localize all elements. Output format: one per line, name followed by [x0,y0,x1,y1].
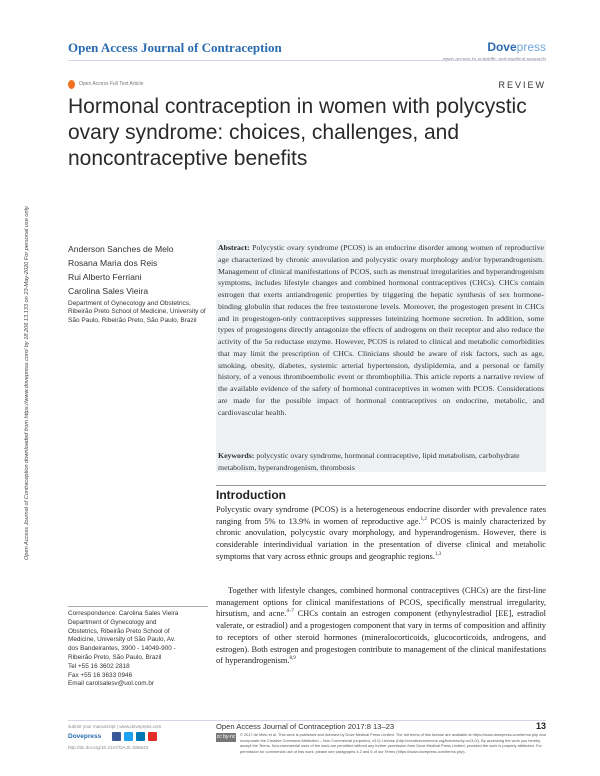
twitter-icon[interactable] [124,732,133,741]
section-heading-introduction: Introduction [216,488,286,502]
correspondence-divider [68,606,208,607]
abstract-label: Abstract: [218,243,250,252]
footer-brand[interactable]: Dovepress [68,733,102,740]
author-name: Rui Alberto Ferriani [68,272,142,282]
text-run: Together with lifestyle changes, combined hormonal contraceptives (CHCs) are the first-line management options for clinical manifestations of PCOS, specifically menstrual irregularity, hirsutism, and acne. [216,586,546,619]
brand-bold: Dove [487,40,517,54]
brand-light: press [516,40,546,54]
youtube-icon[interactable] [148,732,157,741]
license-text: © 2017 de Melo et al. This work is published and licensed by Dove Medical Press Limited. The full terms of this license are available at https://www.dovepress.com/terms.php and incorporate the Creative Commons Attribution – Non Commercial (unported, v3.0) License (http://creativecommons.org/licenses/by-nc/3.0/). By accessing the work you hereby accept the Terms. Non-commercial uses of the work are permitted without any further permission from Dove Medical Press Limited, provided the work is properly attributed. For permission for commercial use of this work, please see paragraphs 4.2 and 5 of our Terms (https://www.dovepress.com/terms.php). [240,732,546,754]
doi-link[interactable]: http://dx.doi.org/10.2147/OAJC.S85543 [68,745,149,750]
submit-link[interactable]: submit your manuscript | www.dovepress.com [68,724,162,729]
author-name: Rosana Maria dos Reis [68,258,158,268]
correspondence-line: Medicine, University of São Paulo, Av. [68,636,176,644]
facebook-icon[interactable] [112,732,121,741]
citation[interactable]: 4–7 [286,609,294,615]
open-access-label: Open Access Full Text Article [79,81,144,87]
text-run: CHCs contain an estrogen component (ethynylestradiol [EE], estradiol valerate, or estradiol) and a progestogen component that vary in terms of composition and affinity to receptors of other steroid hormones (mineralocorticoids, glucocorticoids, androgens, and estrogen). Both estrogen and progestogen contribute to management of the clinical manifestations of hyperandrogenism. [216,609,547,666]
correspondence-email[interactable]: Email carolsalesv@uol.com.br [68,680,155,688]
author-affiliation: Department of Gynecology and Obstetrics, Ribeirão Preto School of Medicine, University of São Paulo, Ribeirão Preto, São Paulo, Brazil [68,300,206,324]
keywords-text: polycystic ovary syndrome, hormonal contraceptive, lipid metabolism, carbohydrate metabolism, hyperandrogenism, thrombosis [218,451,520,472]
open-access-icon [68,80,75,89]
abstract [218,242,544,418]
correspondence-line: Obstetrics, Ribeirão Preto School of [68,627,170,635]
text-run: Polycystic ovary syndrome (PCOS) is a heterogeneous endocrine disorder with prevalence rates ranging from 5% to 13.9% in women of reproductive age. [216,505,546,526]
footer-divider [68,720,546,721]
creative-commons-icon: cc by-nc [216,734,236,740]
publisher-logo[interactable] [487,40,546,54]
citation[interactable]: 1,3 [434,552,442,558]
correspondence-block [68,610,208,689]
author-name: Anderson Sanches de Melo [68,244,174,254]
header-divider [68,60,546,61]
keywords [218,450,544,474]
correspondence-line: dos Bandeirantes, 3900 - 14049-900 - [68,645,176,653]
correspondence-line: Department of Gynecology and [68,618,157,626]
correspondence-line: Fax +55 16 3633 0946 [68,671,133,679]
abstract-text: Polycystic ovary syndrome (PCOS) is an endocrine disorder among women of reproductive age characterized by chronic anovulation and polycystic ovary morphology and/or hyperandrogenism. Management of clinical manifestations of PCOS, such as menstrual irregularities and hyperandrogenism symptoms, includes lifestyle changes and combined hormonal contraceptives (CHCs). CHCs contain estrogen that exerts antiandrogenic properties by triggering the hepatic synthesis of sex hormone-binding globulin that reduces the free testosterone levels. Moreover, the progestogen present in CHCs and in progestogen-only contraceptives suppresses luteinizing hormone secretion. In addition, some types of progestogens directly antagonize the effects of androgens on their receptor and also reduce the activity of the 5α reductase enzyme. However, PCOS is related to clinical and metabolic comorbidities that may limit the prescription of CHCs. Clinicians should be aware of risk factors, such as age, smoking, obesity, diabetes, systemic arterial hypertension, dyslipidemia, and a personal or family history, of a venous thromboembolic event or thrombophilia. This article reports a narrative review of the available evidence of the safety of hormonal contraceptives in women with PCOS. Considerations are made for the possible impact of hormonal contraceptives on endocrine, metabolic, and cardiovascular health. [218,243,544,417]
intro-paragraph-1 [216,504,546,563]
article-title: Hormonal contraception in women with polycystic ovary syndrome: choices, challenges, and noncontraceptive benefits [68,95,527,170]
author-list [68,242,208,298]
citation[interactable]: 8,9 [289,656,296,662]
journal-title: Open Access Journal of Contraception [68,40,282,55]
linkedin-icon[interactable] [136,732,145,741]
citation[interactable]: 1,2 [420,516,427,522]
download-watermark [24,128,36,560]
correspondence-line: Ribeirão Preto, São Paulo, Brazil [68,653,162,661]
watermark-text: Open Access Journal of Contraception downloaded from https://www.dovepress.com/ by 18.206.13.133 on 23-May-2020 For personal use only. [24,205,30,560]
publisher-tagline: open access to scientific and medical research [442,57,546,63]
intro-paragraph-2 [216,585,546,667]
page-number: 13 [535,721,546,731]
author-name: Carolina Sales Vieira [68,286,149,296]
text-run: PCOS is mainly characterized by chronic anovulation, polycystic ovary morphology, and hyperandrogenism. However, there is considerable interindividual variation in the presentation of diverse clinical and metabolic symptoms that vary across ethnic groups and geographic regions. [216,516,546,561]
footer-citation: Open Access Journal of Contraception 2017:8 13–23 [216,722,395,731]
correspondence-line: Tel +55 16 3602 2818 [68,662,130,670]
article-type: REVIEW [498,80,546,90]
section-divider [216,485,546,486]
keywords-label: Keywords: [218,451,255,460]
correspondence-label: Correspondence: Carolina Sales Vieira [68,610,179,617]
